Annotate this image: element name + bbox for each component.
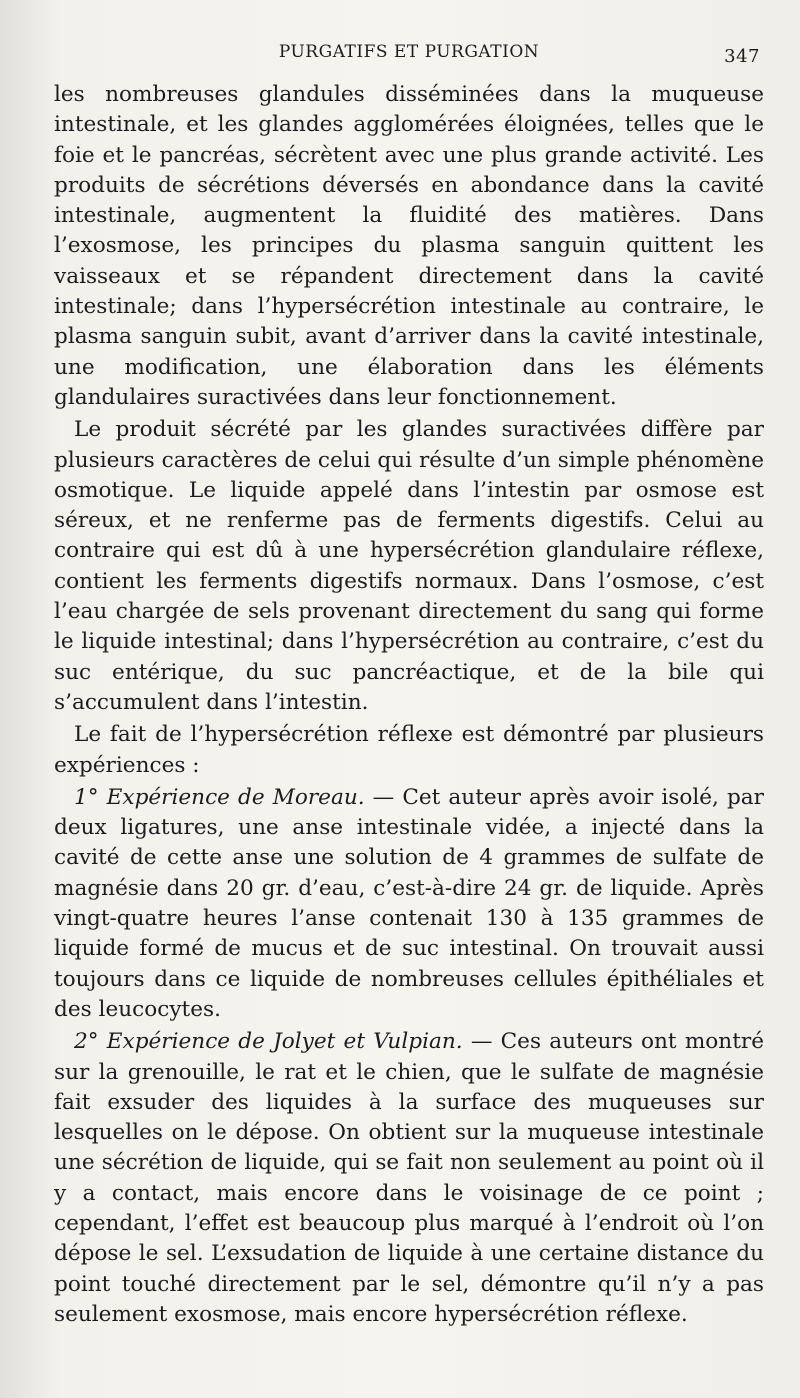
- running-title: PURGATIFS ET PURGATION: [278, 42, 540, 62]
- page-header: [54, 30, 764, 80]
- experiment-jolyet-vulpian-title: 2° Expérience de Jolyet et Vulpian.: [74, 1029, 463, 1055]
- paragraph-3: Le fait de l’hypersécrétion réflexe est démontré par plusieurs expériences :: [54, 722, 764, 778]
- experiment-moreau-title: 1° Expérience de Moreau.: [74, 784, 365, 810]
- experiment-jolyet-vulpian-text: — Ces auteurs ont montré sur la grenouille, le rat et le chien, que le sulfate de magnésie fait exsuder des liquides à la surface des muqueuses sur lesquelles on le dépose. On obtient sur la muqueuse intestinale une sécrétion de liquide, qui se fait non seulement au point où il y a contact, mais encore dans le voisinage de ce point ; cependant, l’effet est beaucoup plus marqué à l’endroit où l’on dépose le sel. L’exsudation de liquide à une certaine distance du point touché directement par le sel, démontre qu’il n’y a pas seulement exosmose, mais encore hypersécrétion réflexe.: [54, 1029, 764, 1327]
- paragraph-1: les nombreuses glandules disséminées dans la muqueuse intestinale, et les glandes agglomérées éloignées, telles que le foie et le pancréas, sécrètent avec une plus grande activité. Les produits de sécrétions déversés en abondance dans la cavité intestinale, augmentent la fluidité des matières. Dans l’exosmose, les principes du plasma sanguin quittent les vaisseaux et se répandent directement dans la cavité intestinale; dans l’hypersécrétion intestinale au contraire, le plasma sanguin subit, avant d’arriver dans la cavité intestinale, une modification, une élaboration dans les éléments glandulaires suractivées dans leur fonctionnement.: [54, 82, 764, 410]
- paragraph-experiment-moreau: [54, 783, 764, 1025]
- page-body: [54, 80, 764, 1330]
- paragraph-2: Le produit sécrété par les glandes suractivées diffère par plusieurs caractères de celui qui résulte d’un simple phénomène osmotique. Le liquide appelé dans l’intestin par osmose est séreux, et ne renferme pas de ferments digestifs. Celui au contraire qui est dû à une hypersécrétion glandulaire réflexe, contient les ferments digestifs normaux. Dans l’osmose, c’est l’eau chargée de sels provenant directement du sang qui forme le liquide intestinal; dans l’hypersécrétion au contraire, c’est du suc entérique, du suc pancréactique, et de la bile qui s’accumulent dans l’intestin.: [54, 417, 764, 715]
- paragraph-experiment-jolyet-vulpian: [54, 1027, 764, 1330]
- experiment-moreau-text: — Cet auteur après avoir isolé, par deux ligatures, une anse intestinale vidée, a injecté dans la cavité de cette anse une solution de 4 grammes de sulfate de magnésie dans 20 gr. d’eau, c’est-à-dire 24 gr. de liquide. Après vingt-quatre heures l’anse contenait 130 à 135 grammes de liquide formé de mucus et de suc intestinal. On trouvait aussi toujours dans ce liquide de nombreuses cellules épithéliales et des leucocytes.: [54, 784, 764, 1022]
- page-number: 347: [724, 46, 760, 67]
